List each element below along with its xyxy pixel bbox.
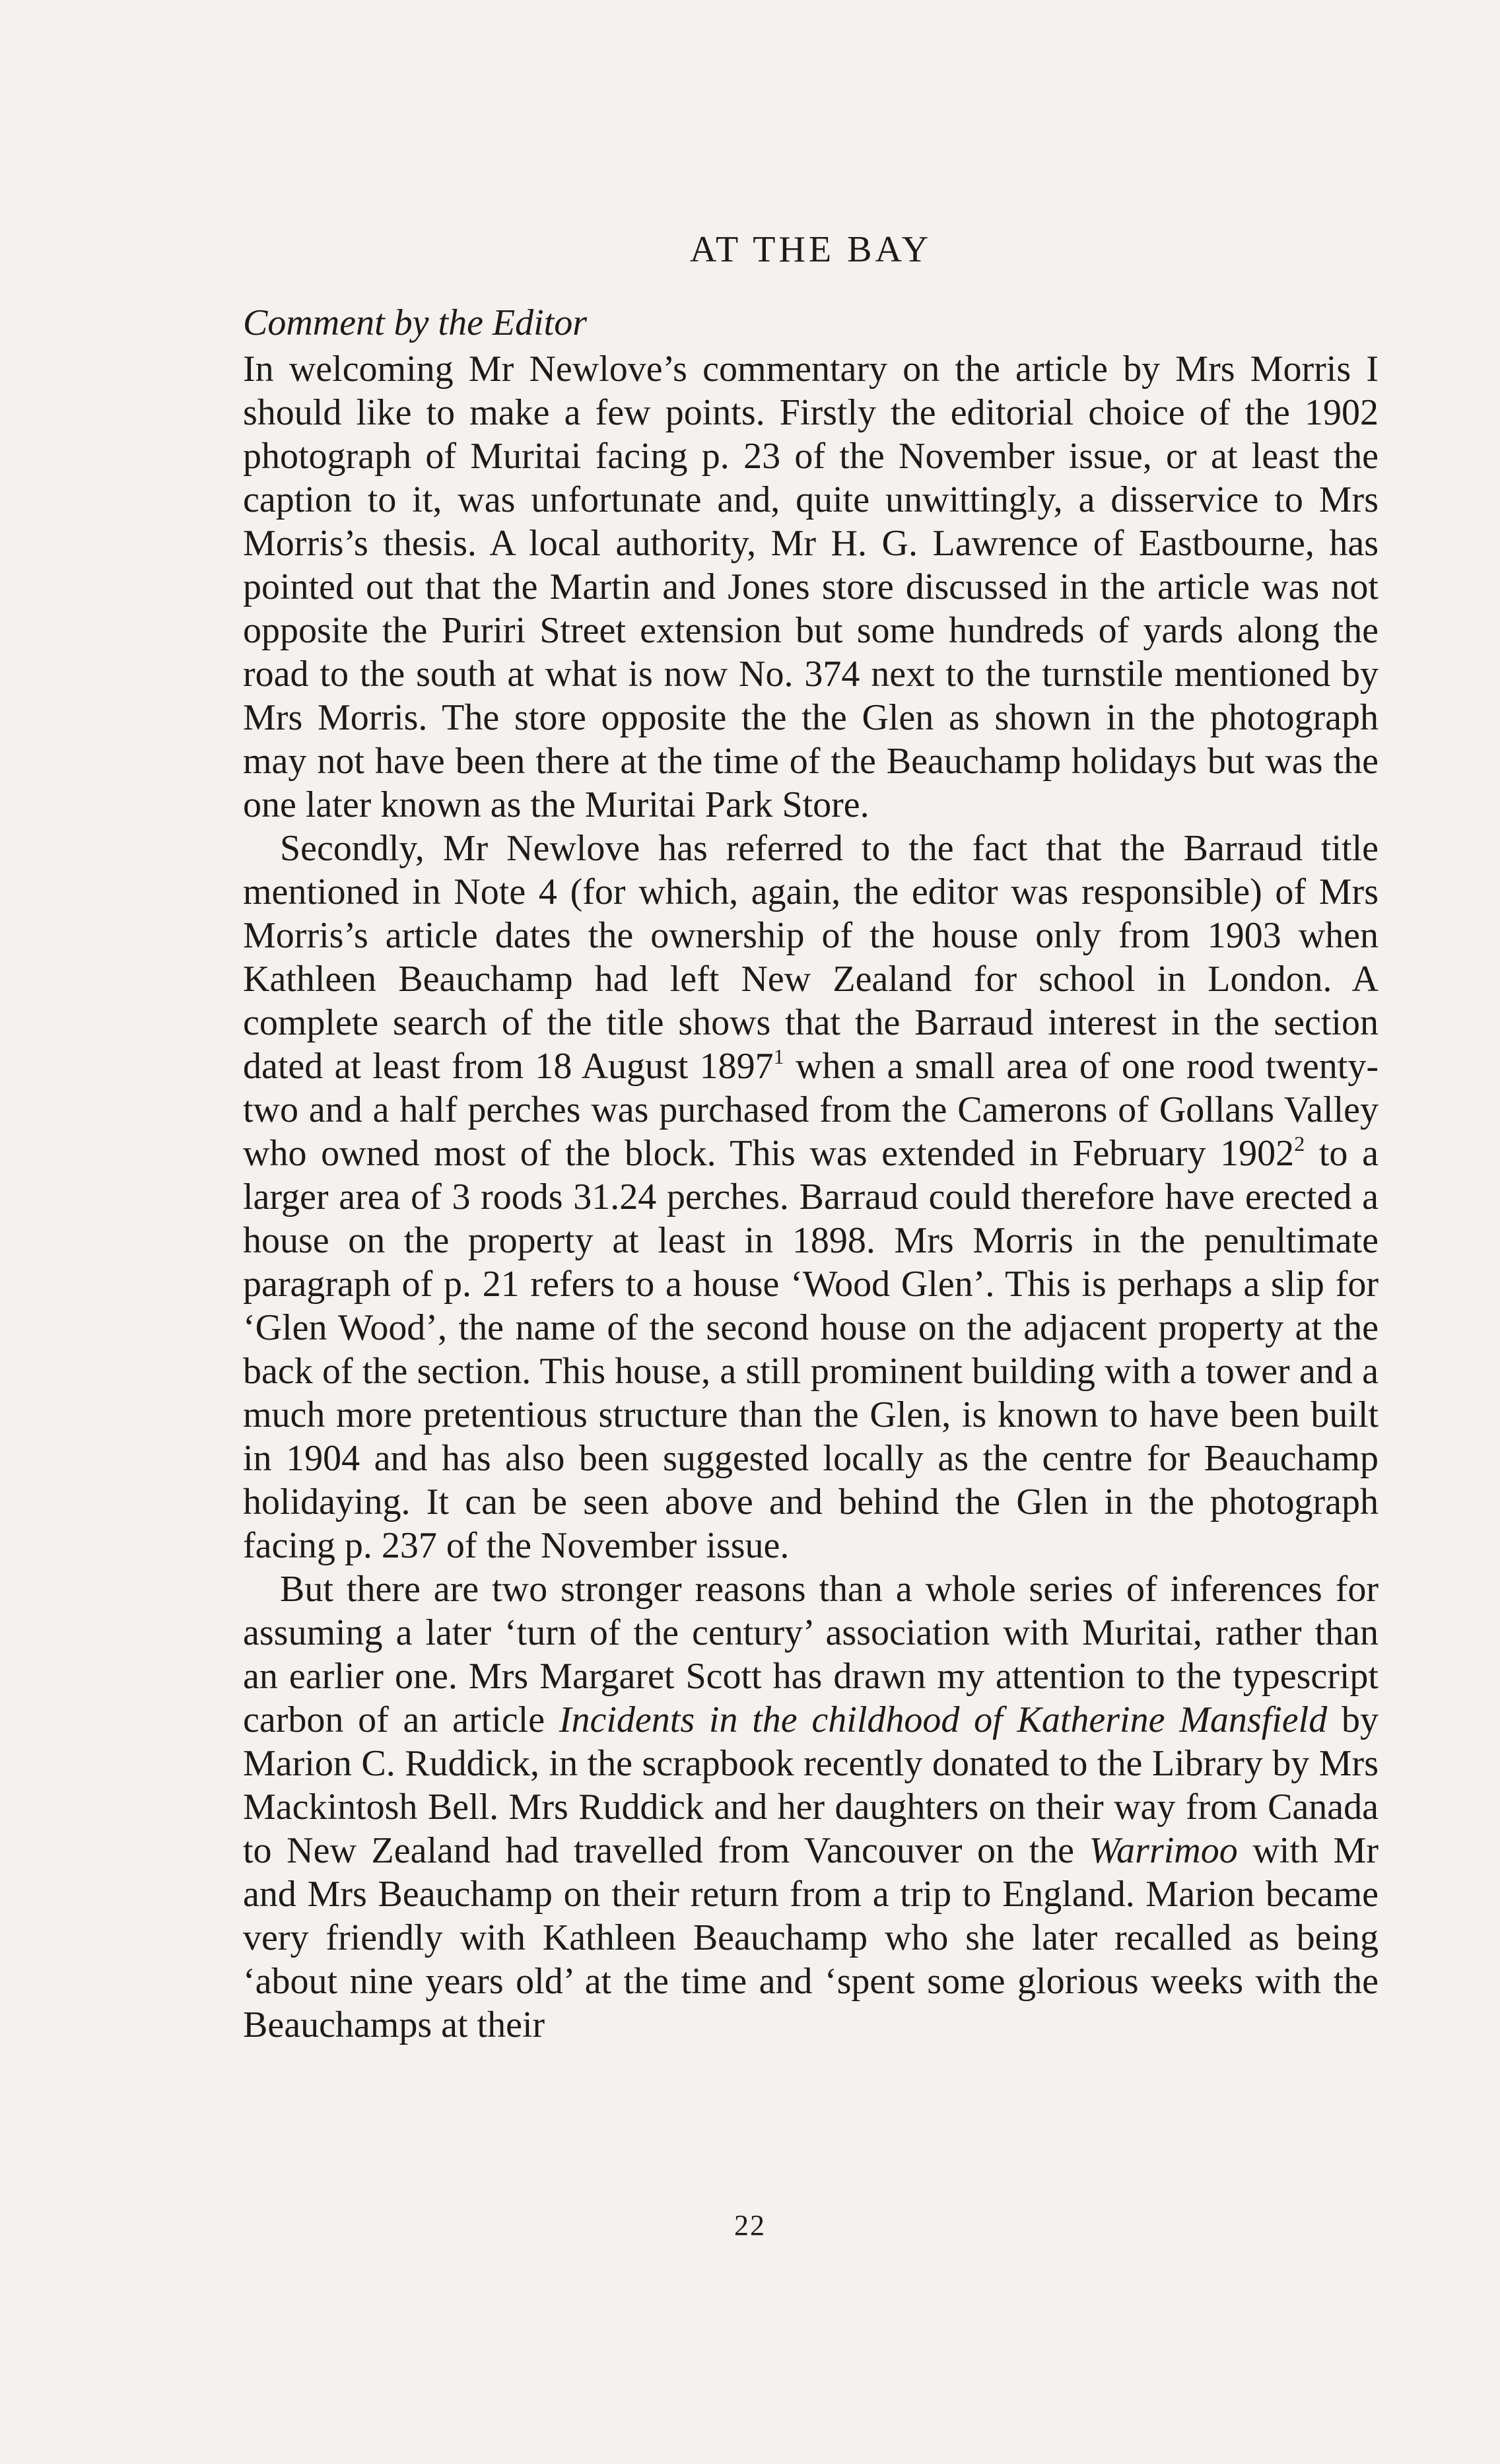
page-number: 22 (734, 2209, 766, 2242)
text-run: with Mr and Mrs Beauchamp on their return from a trip to England. Marion became very friendly with Kathleen Beauchamp who she later recalled as being ‘about nine years old’ at the time and ‘spent some glorious weeks with the Beauchamps at their (243, 1830, 1379, 2046)
body-paragraph (243, 347, 1379, 827)
text-run: Secondly, Mr Newlove has referred to the fact that the Barraud title mentioned in Note 4 (for which, again, the editor was responsible) of Mrs Morris’s article dates the ownership of the house only from 1903 when Kathleen Beauchamp had left New Zealand for school in London. A complete search of the title shows that the Barraud interest in the section dated at least from 18 August 1897 (243, 828, 1379, 1087)
italic-title: Incidents in the childhood of Katherine Mansfield (559, 1699, 1328, 1741)
italic-title: Warrimoo (1089, 1830, 1238, 1872)
text-column (243, 228, 1379, 2047)
body-paragraph (243, 1567, 1379, 2047)
text-run: In welcoming Mr Newlove’s commentary on the article by Mrs Morris I should like to make a few points. Firstly the editorial choice of the 1902 photograph of Muritai facing p. 23 of the November issue, or at least the caption to it, was unfortunate and, quite unwittingly, a disservice to Mrs Morris’s thesis. A local authority, Mr H. G. Lawrence of Eastbourne, has pointed out that the Martin and Jones store discussed in the article was not opposite the Puriri Street extension but some hundreds of yards along the road to the south at what is now No. 374 next to the turnstile mentioned by Mrs Morris. The store opposite the the Glen as shown in the photograph may not have been there at the time of the Beauchamp holidays but was the one later known as the Muritai Park Store. (243, 349, 1379, 826)
article-body (243, 347, 1379, 2047)
text-run: when a small area of one rood twenty-two and a half perches was purchased from the Camerons of Gollans Valley who owned most of the block. This was extended in February 1902 (243, 1046, 1379, 1175)
article-title: AT THE BAY (689, 229, 932, 270)
footnote-marker: 2 (1294, 1132, 1305, 1156)
text-run: by Marion C. Ruddick, in the scrapbook recently donated to the Library by Mrs Mackintosh Bell. Mrs Ruddick and her daughters on their way from Canada to New Zealand had travelled from Vancouver on the (243, 1699, 1379, 1872)
article-subtitle: Comment by the Editor (243, 302, 588, 344)
text-run: to a larger area of 3 roods 31.24 perches. Barraud could therefore have erected a house on the property at least in 1898. Mrs Morris in the penultimate paragraph of p. 21 refers to a house ‘Wood Glen’. This is perhaps a slip for ‘Glen Wood’, the name of the second house on the adjacent property at the back of the section. This house, a still prominent building with a tower and a much more pretentious structure than the Glen, is known to have been built in 1904 and has also been suggested locally as the centre for Beauchamp holidaying. It can be seen above and behind the Glen in the photograph facing p. 237 of the November issue. (243, 1133, 1379, 1567)
footnote-marker: 1 (773, 1044, 784, 1069)
text-run: But there are two stronger reasons than a whole series of inferences for assuming a later ‘turn of the century’ association with Muritai, rather than an earlier one. Mrs Margaret Scott has drawn my attention to the typescript carbon of an article (243, 1569, 1379, 1741)
body-paragraph (243, 827, 1379, 1567)
